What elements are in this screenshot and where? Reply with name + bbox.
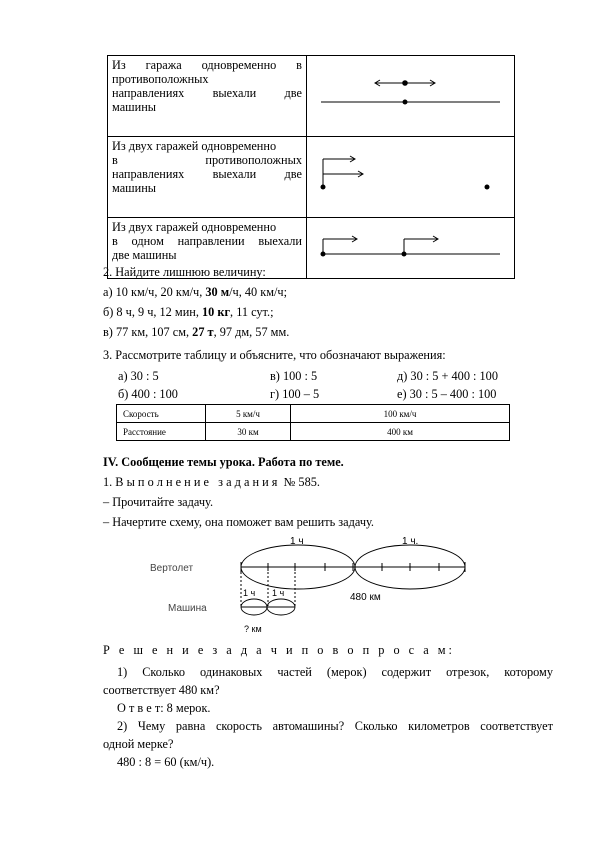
cell-line: машины [112, 181, 157, 195]
motion-scheme [150, 532, 480, 638]
expression: д) 30 : 5 + 400 : 100 [397, 369, 498, 383]
table-row [108, 56, 515, 137]
car-label: Машина [168, 603, 207, 614]
odd-value: 30 м [205, 285, 230, 299]
hour-label: 1 ч [290, 536, 304, 547]
expression: е) 30 : 5 – 400 : 100 [397, 387, 497, 401]
table-row [108, 137, 515, 218]
cell-line: Из двух гаражей одновременно [112, 220, 277, 234]
expression: г) 100 – 5 [270, 387, 320, 401]
car-hour-label: 1 ч [272, 588, 285, 598]
odd-value: 27 т [192, 325, 214, 339]
solution-heading: Р е ш е н и е з а д а ч и п о в о п р о с а м: [103, 643, 455, 657]
table-row [117, 423, 510, 441]
distance-label: 480 км [350, 592, 381, 603]
question-1: 1) Сколько одинаковых частей (мерок) содержит отрезок, которому [117, 665, 553, 679]
task2-item-c [103, 325, 289, 340]
figure-cell [307, 218, 515, 279]
section-heading: IV. Сообщение темы урока. Работа по теме. [103, 455, 344, 469]
diagram-opposite-from-two-points [307, 137, 514, 213]
table-cell [108, 56, 307, 137]
task3-heading: 3. Рассмотрите таблицу и объясните, что обозначают выражения: [103, 348, 446, 362]
answer-label: О т в е т: [117, 701, 164, 715]
cell-line: две машины [112, 248, 177, 262]
expression: б) 400 : 100 [118, 387, 178, 401]
cell-line: Из гаража одновременно в [112, 58, 302, 72]
car-hour-label: 1 ч [243, 588, 256, 598]
table-cell: 5 км/ч [206, 405, 291, 423]
table-row [117, 405, 510, 423]
cell-line: направлениях выехали две [112, 86, 302, 100]
answer-2: 480 : 8 = 60 (км/ч). [117, 755, 215, 769]
question-2-cont: одной мерке? [103, 737, 174, 751]
table-cell: 400 км [291, 423, 510, 441]
helicopter-label: Вертолет [150, 563, 194, 574]
question-1-cont: соответствует 480 км? [103, 683, 220, 697]
cell-line: противоположных [112, 72, 209, 86]
table-cell: Расстояние [117, 423, 206, 441]
task2-heading: 2. Найдите лишнюю величину: [103, 265, 266, 279]
item-text: а) 10 км/ч, 20 км/ч, [103, 285, 206, 299]
diagram-same-direction [307, 218, 514, 274]
hour-label: 1 ч. [402, 536, 419, 547]
bullet: – Начертите схему, она поможет вам решить задачу. [103, 515, 375, 529]
motion-types-table [107, 55, 515, 279]
task2-item-a [103, 285, 287, 300]
figure-cell [307, 137, 515, 218]
odd-value: 10 кг [202, 305, 231, 319]
item-text: , 11 сут.; [230, 305, 274, 319]
item-text: б) 8 ч, 9 ч, 12 мин, [103, 305, 202, 319]
speed-distance-table [116, 404, 510, 441]
table-cell [108, 137, 307, 218]
question-2: 2) Чему равна скорость автомашины? Сколько километров соответствует [117, 719, 553, 733]
table-cell: Скорость [117, 405, 206, 423]
item-text: , 97 дм, 57 мм. [213, 325, 290, 339]
cell-line: машины [112, 100, 157, 114]
answer-value: 8 мерок. [163, 701, 211, 715]
task-label: 1. В ы п о л н е н и е з а д а н и я № 585. [103, 475, 320, 489]
cell-line: направлениях выехали две [112, 167, 302, 181]
bullet: – Прочитайте задачу. [103, 495, 214, 509]
item-text: /ч, 40 км/ч; [229, 285, 288, 299]
cell-line: в одном направлении выехали [112, 234, 302, 248]
table-cell: 30 км [206, 423, 291, 441]
figure-cell [307, 56, 515, 137]
expression: а) 30 : 5 [118, 369, 159, 383]
answer-1 [117, 701, 211, 716]
task2-item-b [103, 305, 274, 320]
cell-line: Из двух гаражей одновременно [112, 139, 277, 153]
cell-line: в противоположных [112, 153, 302, 167]
item-text: в) 77 км, 107 см, [103, 325, 193, 339]
diagram-opposite-from-one-point [307, 56, 514, 132]
car-distance-label: ? км [244, 624, 262, 634]
table-cell: 100 км/ч [291, 405, 510, 423]
expression: в) 100 : 5 [270, 369, 318, 383]
